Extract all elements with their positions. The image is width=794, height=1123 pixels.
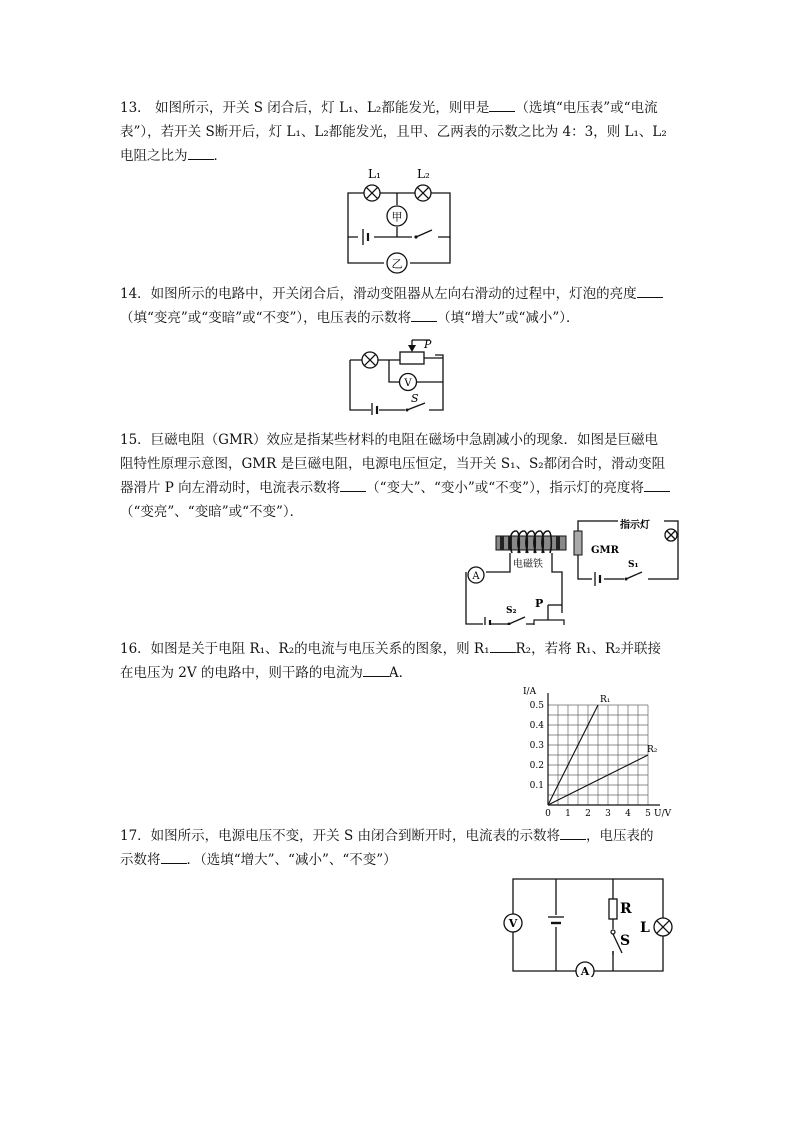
q14-blank-1[interactable]	[637, 283, 663, 298]
q16-text-line2a: 在电压为 2V 的电路中，则干路的电流为	[120, 665, 363, 681]
q16-blank-1[interactable]	[490, 638, 516, 653]
chart-y-tick-label: 0.5	[529, 701, 544, 711]
q14-text-line1: 14．如图所示的电路中，开关闭合后，滑动变阻器从左向右滑动的过程中，灯泡的亮度	[120, 286, 637, 302]
q13-text-line1: 13． 如图所示，开关 S 闭合后，灯 L₁、L₂都能发光，则甲是	[120, 100, 490, 116]
chart-y-tick-label: 0.4	[529, 721, 544, 731]
q15-gmr-diagram	[448, 517, 683, 625]
chart-x-tick-label: 5	[645, 809, 651, 819]
q13-text-line2: 表”），若开关 S断开后，灯 L₁、L₂都能发光，且甲、乙两表的示数之比为 4：3，则 L₁、L₂	[120, 124, 667, 140]
q15-text-line1: 15．巨磁电阻（GMR）效应是指某些材料的电阻在磁场中急剧减小的现象．如图是巨磁电	[120, 432, 658, 448]
q15-text-line3a: 器滑片 P 向左滑动时，电流表示数将	[120, 480, 341, 496]
q13-blank-2[interactable]	[188, 145, 214, 160]
q15-blank-2[interactable]	[644, 477, 670, 492]
q15-label-s2: S₂	[506, 606, 517, 616]
question-16	[120, 637, 680, 685]
q13-label-l2: L₂	[417, 167, 430, 181]
q15-label-s1: S₁	[628, 560, 639, 570]
chart-x-tick-label: 1	[565, 809, 571, 819]
q15-switch-s2	[509, 617, 525, 624]
chart-x-tick-label: 4	[625, 809, 631, 819]
q15-electromagnet-core	[496, 536, 566, 550]
q17-blank-1[interactable]	[560, 825, 586, 840]
q17-text-line2a: 示数将	[120, 852, 161, 868]
q15-rheostat	[534, 620, 564, 625]
question-15	[120, 428, 680, 524]
q17-label-l: L	[640, 920, 650, 936]
q14-circuit-diagram	[345, 335, 450, 415]
q14-label-p: P	[424, 338, 432, 351]
q15-label-lamp: 指示灯	[620, 520, 650, 531]
q13-lamp-l2	[415, 185, 431, 201]
q14-text-line2b: （填“增大”或“减小”）．	[437, 310, 580, 326]
question-14	[120, 282, 680, 330]
q16-iu-chart	[515, 684, 680, 824]
q14-label-s: S	[411, 392, 419, 405]
q17-label-v: V	[508, 917, 518, 930]
q14-blank-2[interactable]	[411, 307, 437, 322]
q15-label-a: A	[472, 571, 480, 582]
q17-text-line2b: ．（选填“增大”、“减小”、“不变”）	[186, 852, 397, 868]
q17-label-a: A	[580, 965, 590, 977]
q16-text-line2b: A．	[388, 665, 413, 681]
chart-series-label-2: R₂	[647, 745, 658, 755]
chart-y-axis-label: I/A	[523, 687, 537, 697]
q17-text-line1a: 17．如图所示，电源电压不变，开关 S 由闭合到断开时，电流表的示数将	[120, 828, 561, 844]
question-17	[120, 824, 680, 872]
q13-blank-1[interactable]	[489, 97, 515, 112]
q15-blank-1[interactable]	[340, 477, 366, 492]
q17-blank-2[interactable]	[161, 849, 187, 864]
q13-lamp-l1	[364, 185, 380, 201]
q13-text-line3b: ．	[213, 148, 227, 164]
q13-label-l1: L₁	[368, 167, 381, 181]
q17-label-r: R	[620, 901, 632, 917]
q17-circuit-diagram	[498, 875, 678, 977]
q15-text-line3b: （“变大”、“变小”或“不变”），指示灯的亮度将	[366, 480, 644, 496]
q14-rheostat	[400, 352, 424, 364]
q17-text-line1b: ，电压表的	[586, 828, 654, 844]
q13-text-line1b: （选填“电压表”或“电流	[515, 100, 658, 116]
q13-meter-jia-label: 甲	[391, 210, 403, 224]
chart-series-label-1: R₁	[600, 695, 611, 705]
chart-y-tick-label: 0.3	[529, 741, 544, 751]
q16-text-line1b: R₂，若将 R₁、R₂并联接	[515, 641, 662, 657]
q16-blank-2[interactable]	[363, 662, 389, 677]
chart-x-tick-label: 2	[585, 809, 591, 819]
q13-circuit-diagram	[340, 165, 455, 275]
chart-y-tick-label: 0.1	[529, 781, 544, 791]
q17-label-s: S	[620, 933, 631, 949]
q15-text-line2: 阻特性原理示意图，GMR 是巨磁电阻，电源电压恒定，当开关 S₁、S₂都闭合时，滑动变阻	[120, 456, 666, 472]
q15-gmr-resistor	[574, 531, 582, 555]
q13-meter-yi-label: 乙	[391, 257, 403, 271]
chart-x-tick-label: 3	[605, 809, 611, 819]
q15-label-gmr: GMR	[591, 545, 619, 556]
q13-text-line3: 电阻之比为	[120, 148, 188, 164]
chart-y-tick-label: 0.2	[529, 761, 544, 771]
q15-label-coil: 电磁铁	[513, 559, 543, 570]
q16-text-line1a: 16．如图是关于电阻 R₁、R₂的电流与电压关系的图象，则 R₁	[120, 641, 490, 657]
q15-label-p: P	[535, 597, 544, 610]
q14-text-line2a: （填“变亮”或“变暗”或“不变”），电压表的示数将	[120, 310, 412, 326]
q17-resistor-r	[609, 899, 617, 919]
chart-x-axis-label: U/V	[654, 809, 672, 819]
q14-label-v: V	[404, 378, 412, 389]
chart-x-tick-label: 0	[545, 809, 551, 819]
q15-text-line4: （“变亮”、“变暗”或“不变”）．	[120, 504, 304, 520]
question-13	[120, 96, 680, 168]
